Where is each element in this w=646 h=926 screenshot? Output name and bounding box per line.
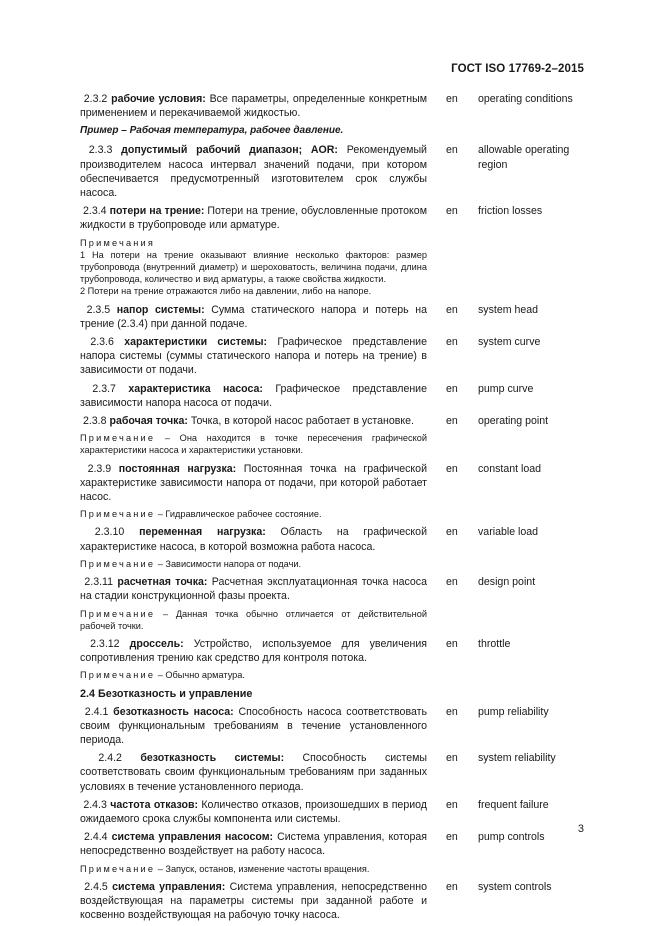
note	[80, 608, 427, 632]
note-text: – Зависимости напора от подачи.	[155, 558, 302, 569]
english-term: system controls	[478, 880, 552, 893]
note	[80, 558, 427, 570]
note-text: 1 На потери на трение оказывают влияние несколько факторов: размер трубопровода (внутренний диаметр) и шероховатость, величина подачи, длина трубопровода, количество и вид арматуры, а также свойства жидкости.	[80, 249, 427, 285]
note-label: Примечание	[80, 558, 156, 569]
english-term: frequent failure	[478, 798, 549, 811]
note	[80, 669, 427, 681]
english-term: constant load	[478, 462, 542, 475]
term-definition	[80, 637, 427, 665]
term-name: потери на трение:	[109, 205, 205, 218]
lang-code: en	[446, 798, 458, 811]
note	[80, 863, 427, 875]
term-name: безотказность насоса:	[113, 705, 234, 718]
term-entry-2-3-7	[0, 382, 646, 410]
term-definition	[80, 303, 427, 331]
term-definition	[80, 462, 427, 505]
english-term: friction losses	[478, 205, 543, 218]
terms-list	[0, 92, 646, 926]
term-definition	[80, 798, 427, 826]
term-text: Точка, в которой насос работает в установке.	[190, 415, 414, 428]
term-text: Область на графической характеристике насоса, в которой возможна работа насоса.	[80, 526, 427, 553]
page-number: 3	[577, 823, 584, 835]
note-text: – Гидравлическое рабочее состояние.	[155, 509, 322, 520]
term-name: характеристики системы:	[124, 336, 268, 349]
document-id: ГОСТ ISO 17769-2–2015	[451, 63, 584, 75]
term-name: напор системы:	[116, 303, 205, 316]
english-term: operating point	[478, 415, 549, 428]
english-term: system curve	[478, 336, 541, 349]
term-entry-2-3-9	[0, 462, 646, 505]
lang-code: en	[446, 336, 458, 349]
lang-code: en	[446, 415, 458, 428]
lang-code: en	[446, 637, 458, 650]
english-term: throttle	[478, 637, 511, 650]
term-definition	[80, 751, 427, 794]
term-name: допустимый рабочий диапазон; AOR:	[121, 144, 338, 157]
term-text: Рекомендуемый производителем насоса интервал значений подачи, при котором обеспечивается предусмотренный изготовителем срок службы насоса.	[80, 144, 427, 200]
term-name: дроссель:	[129, 637, 184, 650]
term-text: Потери на трение, обусловленные протоком жидкости в трубопроводе или арматуре.	[80, 205, 427, 232]
term-entry-2-4-2	[0, 751, 646, 794]
term-number: 2.3.3	[88, 144, 113, 157]
term-number: 2.3.4	[83, 205, 107, 218]
note-label: Примечание	[80, 863, 156, 874]
term-name: переменная нагрузка:	[139, 526, 266, 539]
term-number: 2.3.10	[94, 526, 125, 539]
term-text: Система управления, непосредственно воздействующая на параметры системы при заданной работе и косвенно воздействующая на рабочую точку насоса.	[80, 880, 428, 922]
term-entry-2-3-5	[0, 303, 646, 331]
term-definition	[80, 830, 427, 858]
term-number: 2.4.3	[83, 798, 107, 811]
note-label: Примечание	[80, 509, 156, 520]
term-text: Количество отказов, произошедших в период ожидаемого срока службы компонента или системы.	[80, 798, 427, 825]
note-label: Примечания	[80, 237, 156, 248]
term-entry-2-3-11	[0, 575, 646, 603]
note-label: Примечание	[80, 670, 156, 681]
term-entry-2-4-4	[0, 830, 646, 858]
term-entry-2-4-3	[0, 798, 646, 826]
term-name: безотказность системы:	[140, 752, 285, 765]
term-number: 2.4.5	[84, 880, 108, 893]
term-entry-2-4-1	[0, 705, 646, 748]
note-text: 2 Потери на трение отражаются либо на давлении, либо на напоре.	[80, 286, 372, 297]
section-heading: 2.4 Безотказность и управление	[80, 687, 253, 700]
term-text: Графическое представление напора системы (суммы статического напора и потерь на трение) в зависимости от подачи.	[80, 336, 427, 377]
english-term: pump curve	[478, 382, 534, 395]
term-definition	[80, 525, 427, 553]
term-name: рабочая точка:	[109, 415, 188, 428]
lang-code: en	[446, 303, 458, 316]
term-definition	[80, 382, 427, 410]
note	[80, 237, 427, 298]
note-text: – Обычно арматура.	[155, 670, 245, 681]
term-name: характеристика насоса:	[128, 382, 263, 395]
term-text: Все параметры, определенные конкретным применением и перекачиваемой жидкостью.	[80, 93, 428, 120]
example: Пример – Рабочая температура, рабочее давление.	[80, 125, 344, 137]
term-text: Система управления, которая непосредственно воздействует на работу насоса.	[80, 831, 427, 858]
term-definition	[80, 705, 427, 748]
term-entry-2-3-12	[0, 637, 646, 665]
lang-code: en	[446, 382, 458, 395]
english-term: operating conditions	[478, 93, 573, 105]
lang-code: en	[446, 205, 458, 218]
term-text: Сумма статического напора и потерь на трение (2.3.4) при данной подаче.	[80, 303, 427, 330]
english-term: pump controls	[478, 831, 545, 844]
english-term: variable load	[478, 526, 539, 539]
term-name: постоянная нагрузка:	[118, 462, 237, 475]
term-text: Постоянная точка на графической характеристике зависимости напора от подачи, при которой работает насос.	[80, 462, 427, 504]
lang-code: en	[446, 752, 458, 765]
lang-code: en	[446, 144, 458, 157]
term-entry-2-3-10	[0, 525, 646, 553]
lang-code: en	[446, 831, 458, 844]
term-number: 2.4.2	[98, 752, 122, 765]
term-text: Устройство, используемое для увеличения сопротивления трению как средство для контроля потока.	[80, 637, 427, 665]
term-definition	[80, 92, 427, 120]
term-name: рабочие условия:	[111, 93, 206, 105]
note-text: – Запуск, останов, изменение частоты вращения.	[155, 863, 370, 874]
term-text: Способность системы соответствовать своим функциональным требованиям при заданных условиях в течение установленного периода.	[80, 752, 427, 793]
term-definition	[80, 335, 427, 378]
term-number: 2.4.4	[84, 831, 108, 844]
term-definition	[80, 143, 427, 200]
term-definition	[80, 414, 427, 428]
lang-code: en	[446, 880, 458, 893]
term-name: частота отказов:	[110, 798, 199, 811]
term-text: Расчетная эксплуатационная точка насоса на стадии конструкционной фазы проекта.	[80, 576, 427, 603]
lang-code: en	[446, 576, 458, 589]
term-number: 2.3.7	[92, 382, 116, 395]
term-entry-2-3-2	[0, 92, 646, 120]
term-text: Графическое представление зависимости напора насоса от подачи.	[80, 382, 427, 409]
term-text: Способность насоса соответствовать своим функциональным требованиям в течение установленного периода.	[80, 705, 427, 746]
term-name: система управления:	[112, 880, 226, 893]
english-term: allowable operating region	[478, 144, 570, 171]
term-number: 2.3.2	[83, 93, 108, 105]
term-number: 2.3.9	[87, 462, 112, 475]
term-number: 2.4.1	[84, 705, 109, 718]
term-number: 2.3.12	[90, 637, 120, 650]
term-entry-2-3-4	[0, 204, 646, 232]
term-definition	[80, 204, 427, 232]
lang-code: en	[446, 705, 458, 718]
english-term: pump reliability	[478, 705, 549, 718]
note-label: Примечание	[80, 608, 156, 619]
term-definition	[80, 575, 427, 603]
lang-code: en	[446, 462, 458, 475]
term-entry-2-3-8	[0, 414, 646, 428]
term-name: система управления насосом:	[111, 831, 274, 844]
term-definition	[80, 880, 427, 923]
note	[80, 432, 427, 456]
english-term: system head	[478, 303, 539, 316]
note-label: Примечание	[80, 433, 156, 444]
english-term: system reliability	[478, 752, 556, 765]
term-number: 2.3.6	[90, 336, 114, 349]
note-text: – Она находится в точке пересечения графической характеристики насоса и характеристики установки.	[80, 433, 427, 456]
note-text: – Данная точка обычно отличается от действительной рабочей точки.	[80, 608, 427, 631]
term-number: 2.3.8	[82, 415, 107, 428]
term-number: 2.3.11	[84, 576, 114, 589]
lang-code: en	[446, 526, 458, 539]
english-term: design point	[478, 576, 536, 589]
term-number: 2.3.5	[86, 303, 111, 316]
note	[80, 508, 427, 520]
lang-code: en	[446, 93, 458, 105]
term-name: расчетная точка:	[117, 576, 208, 589]
term-entry-2-3-6	[0, 335, 646, 378]
term-entry-2-4-5	[0, 880, 646, 923]
term-entry-2-3-3	[0, 143, 646, 200]
